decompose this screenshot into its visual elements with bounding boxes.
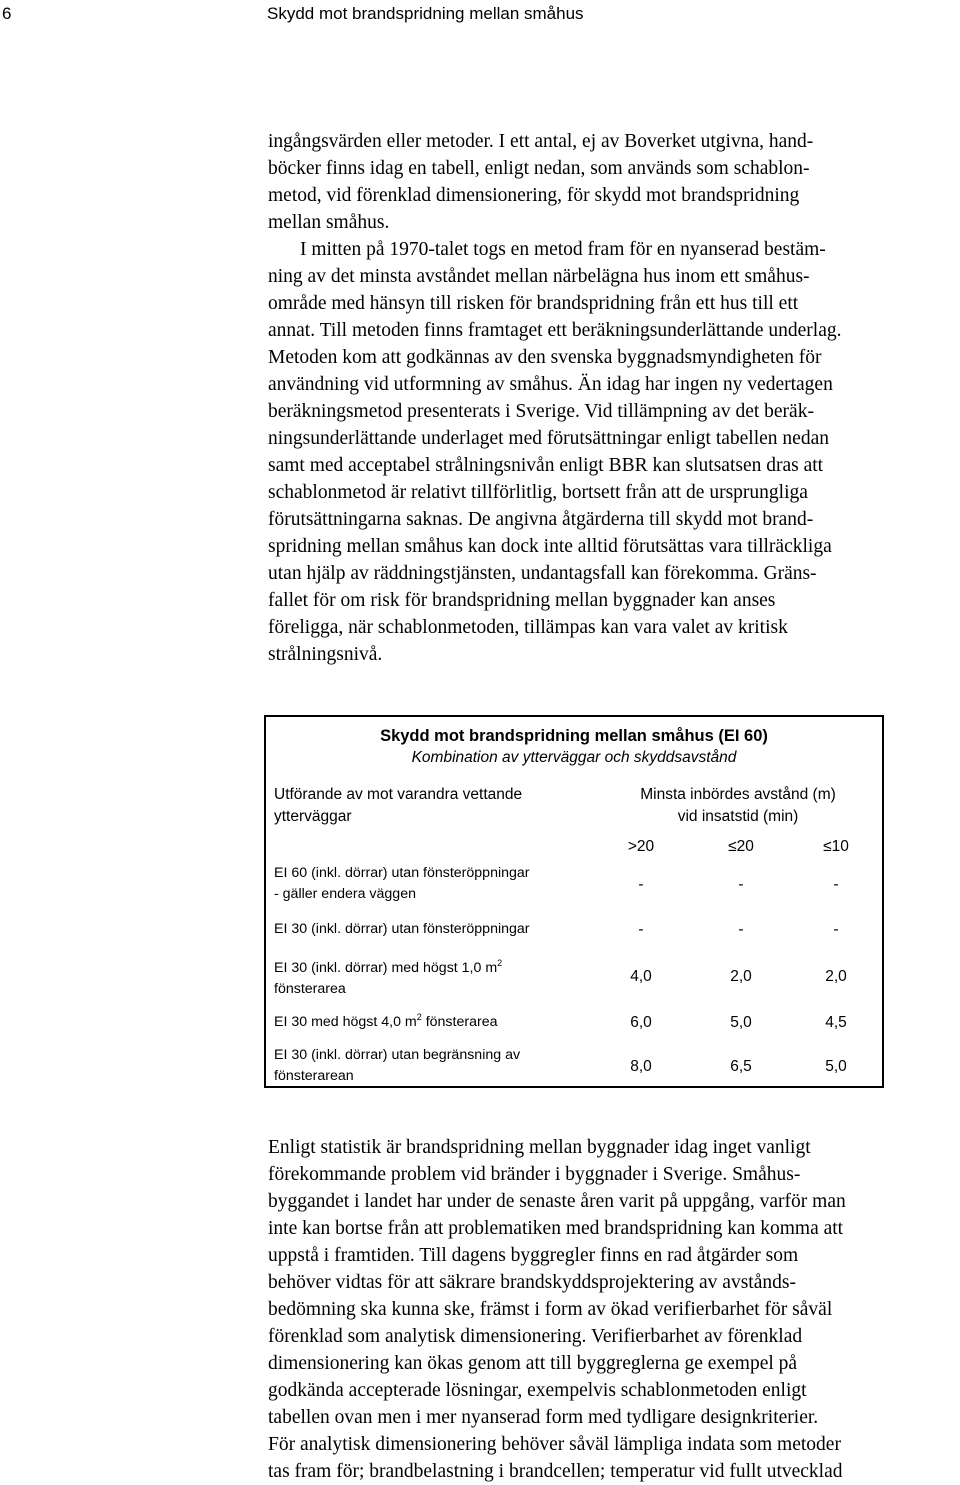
row-label-line: EI 30 (inkl. dörrar) med högst 1,0 $m^2$ xyxy=(274,958,503,976)
table-cell: - xyxy=(638,876,644,893)
text-line: schablonmetod är relativt tillförlitlig, bortsett från att de ursprungliga xyxy=(268,482,808,503)
table-cell: 6,5 xyxy=(730,1058,752,1075)
row-label-line: EI 30 (inkl. dörrar) utan begränsning av xyxy=(274,1047,521,1063)
row-label-line: fönsterarea xyxy=(274,981,346,997)
text-line: För analytisk dimensionering behöver såväl lämpliga indata som metoder xyxy=(268,1434,841,1455)
table-cell: 4,5 xyxy=(825,1014,847,1031)
distance-table xyxy=(264,715,884,1088)
text-line: Enligt statistik är brandspridning mellan byggnader idag inget vanligt xyxy=(268,1137,811,1158)
table-cell: - xyxy=(638,921,644,938)
text-line: I mitten på 1970-talet togs en metod fram för en nyanserad bestäm- xyxy=(300,239,826,260)
row-label xyxy=(274,1012,497,1033)
table-cell: 8,0 xyxy=(630,1058,652,1075)
row-label-line: EI 30 (inkl. dörrar) utan fönsteröppningar xyxy=(274,921,530,937)
text-line: ingångsvärden eller metoder. I ett antal, ej av Boverket utgivna, hand- xyxy=(268,131,814,152)
table-header-distance xyxy=(606,784,870,828)
text-line: bedömning ska kunna ske, främst i form av ökad verifierbarhet för såväl xyxy=(268,1299,833,1320)
table-title: Skydd mot brandspridning mellan småhus (EI 60) xyxy=(380,727,768,745)
table-cell: 2,0 xyxy=(730,968,752,985)
table-cell: 5,0 xyxy=(730,1014,752,1031)
text-line: inte kan bortse från att problematiken med brandspridning kan komma att xyxy=(268,1218,844,1239)
column-header: ≤10 xyxy=(823,838,849,855)
row-label-line: - gäller endera väggen xyxy=(274,886,416,902)
table-cell: 2,0 xyxy=(825,968,847,985)
text-line: böcker finns idag en tabell, enligt nedan, som används som schablon- xyxy=(268,158,810,179)
text-line: strålningsnivå. xyxy=(268,644,383,665)
text-line: uppstå i framtiden. Till dagens byggregler finns en rad åtgärder som xyxy=(268,1245,799,1266)
running-header-title: Skydd mot brandspridning mellan småhus xyxy=(267,4,584,23)
row-label-line: EI 30 med högst 4,0 $m^2$ fönsterarea xyxy=(274,1012,498,1030)
table-header-construction xyxy=(274,784,522,828)
text-line: förutsättningarna saknas. De angivna åtgärderna till skydd mot brand- xyxy=(268,509,814,530)
column-header: ≤20 xyxy=(728,838,754,855)
row-label-line: fönsterarean xyxy=(274,1068,354,1084)
row-label xyxy=(274,919,530,940)
text-line: tabellen ovan men i mer nyanserad form med tydligare designkriterier. xyxy=(268,1407,819,1428)
text-line: utan hjälp av räddningstjänsten, undantagsfall kan förekomma. Gräns- xyxy=(268,563,817,584)
table-cell: 6,0 xyxy=(630,1014,652,1031)
page-number: 6 xyxy=(2,4,12,23)
table-cell: - xyxy=(738,876,744,893)
column-header: >20 xyxy=(627,838,655,855)
text-line: dimensionering kan ökas genom att till byggreglerna ge exempel på xyxy=(268,1353,798,1374)
text-line: godkända accepterade lösningar, exempelvis schablonmetoden enligt xyxy=(268,1380,807,1401)
text-line: tas fram för; brandbelastning i brandcellen; temperatur vid fullt utvecklad xyxy=(268,1461,843,1482)
text-line: område med hänsyn till risken för brandspridning från ett hus till ett xyxy=(268,293,799,314)
table-cell: 5,0 xyxy=(825,1058,847,1075)
table-cell: - xyxy=(833,921,839,938)
text-line: spridning mellan småhus kan dock inte alltid förutsättas vara tillräckliga xyxy=(268,536,832,557)
text-line: förenklad som analytisk dimensionering. Verifierbarhet av förenklad xyxy=(268,1326,803,1347)
text-line: Metoden kom att godkännas av den svenska byggnadsmyndigheten för xyxy=(268,347,822,368)
paragraph-1 xyxy=(268,128,960,668)
text-line: byggandet i landet har under de senaste åren varit på uppgång, varför man xyxy=(268,1191,846,1212)
text-line: användning vid utformning av småhus. Än idag har ingen ny vedertagen xyxy=(268,374,833,395)
text-line: föreligga, när schablonmetoden, tillämpas kan vara valet av kritisk xyxy=(268,617,788,638)
text-line: annat. Till metoden finns framtaget ett beräkningsunderlättande underlag. xyxy=(268,320,842,341)
row-label xyxy=(274,958,502,1000)
header-line: Utförande av mot varandra vettande xyxy=(274,786,523,803)
header-line: vid insatstid (min) xyxy=(677,808,799,825)
row-label xyxy=(274,863,530,905)
paragraph-2 xyxy=(268,1134,960,1485)
text-line: mellan småhus. xyxy=(268,212,390,233)
text-line: ning av det minsta avståndet mellan närbelägna hus inom ett småhus- xyxy=(268,266,810,287)
text-line: metod, vid förenklad dimensionering, för skydd mot brandspridning xyxy=(268,185,800,206)
row-label xyxy=(274,1045,520,1087)
text-line: förekommande problem vid bränder i byggnader i Sverige. Småhus- xyxy=(268,1164,801,1185)
text-line: beräkningsmetod presenterats i Sverige. Vid tillämpning av det beräk- xyxy=(268,401,814,422)
header-line: ytterväggar xyxy=(274,808,352,825)
row-label-line: EI 60 (inkl. dörrar) utan fönsteröppningar xyxy=(274,865,530,881)
table-subtitle: Kombination av ytterväggar och skyddsavstånd xyxy=(411,749,737,766)
table-cell: 4,0 xyxy=(630,968,652,985)
text-line: behöver vidtas för att säkrare brandskyddsprojektering av avstånds- xyxy=(268,1272,796,1293)
table-cell: - xyxy=(738,921,744,938)
table-cell: - xyxy=(833,876,839,893)
text-line: ningsunderlättande underlaget med förutsättningar enligt tabellen nedan xyxy=(268,428,829,449)
header-line: Minsta inbördes avstånd (m) xyxy=(640,786,836,803)
text-line: samt med acceptabel strålningsnivån enligt BBR kan slutsatsen dras att xyxy=(268,455,824,476)
text-line: fallet för om risk för brandspridning mellan byggnader kan anses xyxy=(268,590,776,611)
